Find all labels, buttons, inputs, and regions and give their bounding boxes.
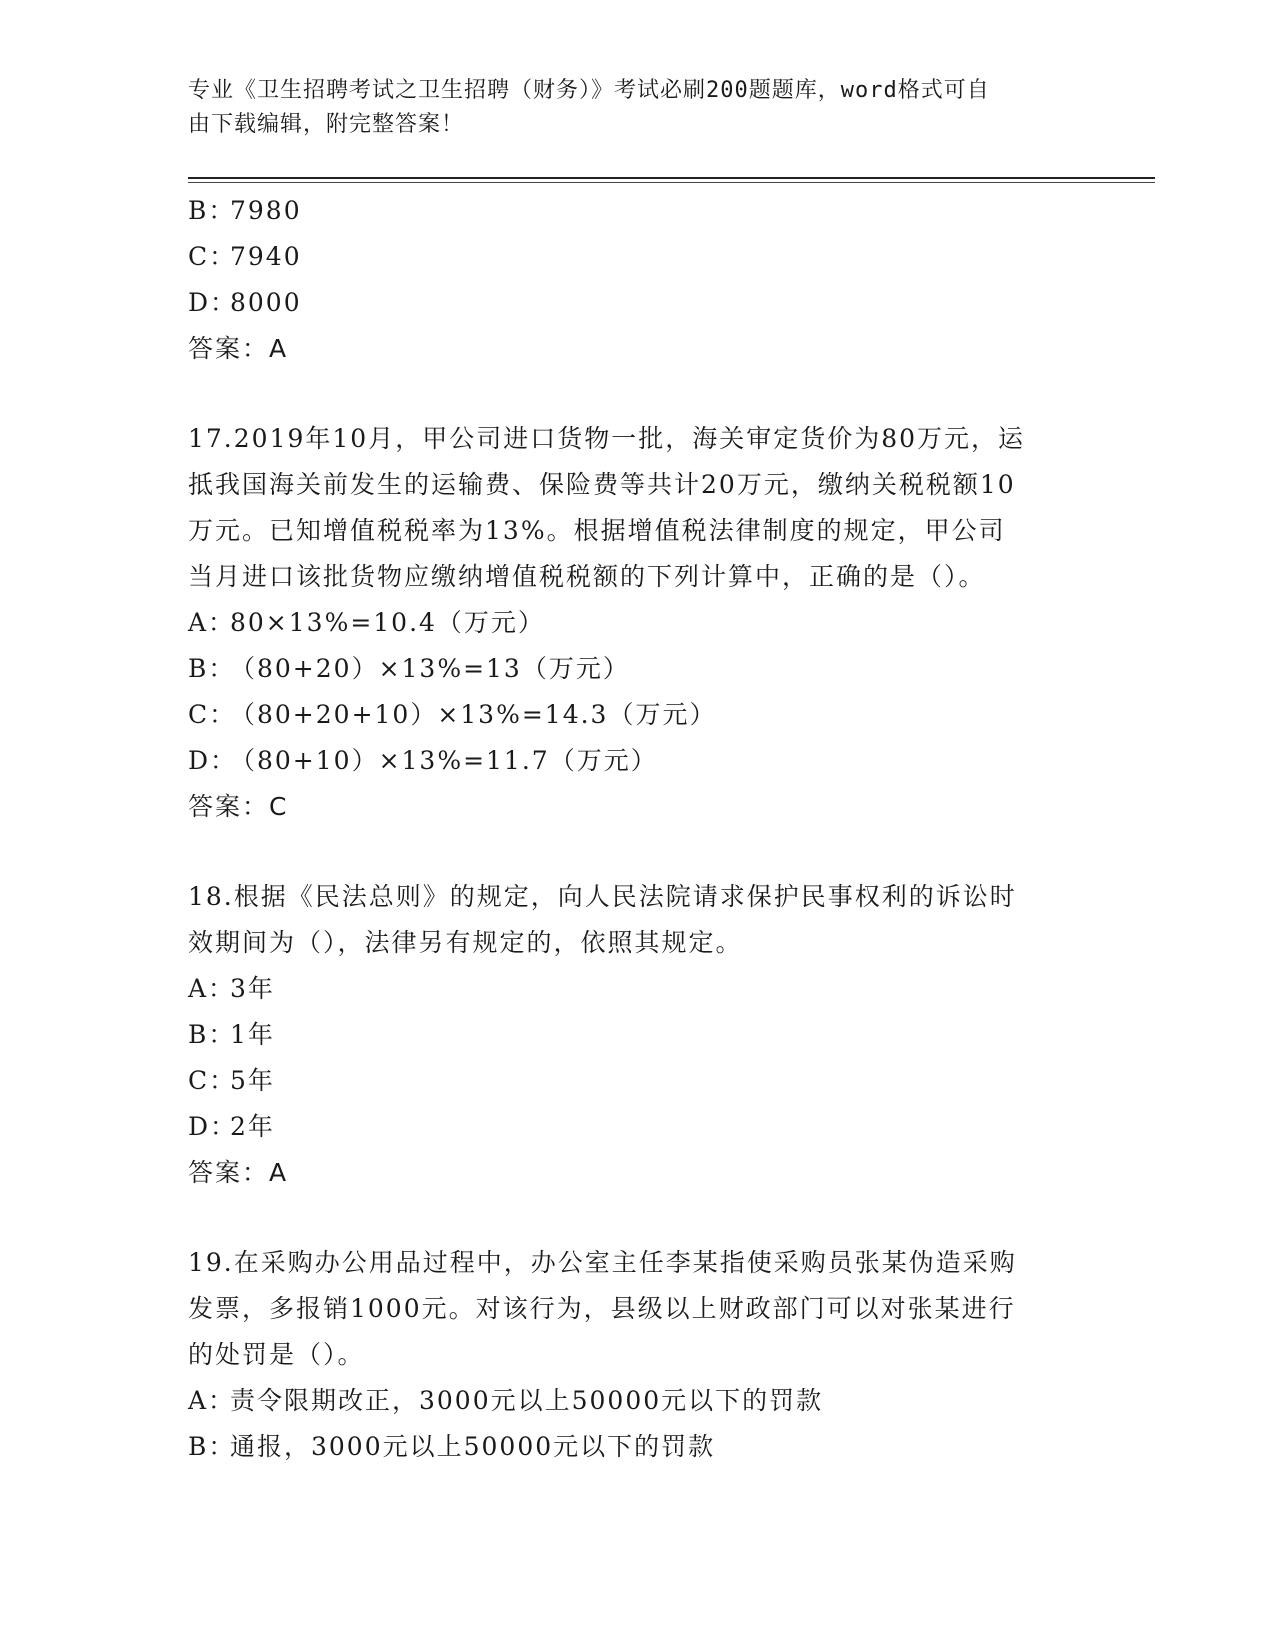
option-d: D：2年 — [188, 1112, 275, 1141]
question-17 — [188, 416, 1088, 830]
header-line-1: 专业《卫生招聘考试之卫生招聘（财务）》考试必刷200题题库，word格式可自 — [188, 78, 990, 103]
header-line-2: 由下载编辑，附完整答案！ — [188, 112, 465, 137]
option-b: B：1年 — [188, 1020, 275, 1049]
option-c: C：（80+20+10）×13%=14.3（万元） — [188, 700, 717, 729]
option-b: B：（80+20）×13%=13（万元） — [188, 654, 630, 683]
answer-line: 答案：A — [188, 1158, 289, 1187]
answer-line: 答案：C — [188, 792, 289, 821]
document-header — [188, 74, 1068, 142]
question-stem: 19.在采购办公用品过程中，办公室主任李某指使采购员张某伪造采购 发票，多报销1000元。对该行为，县级以上财政部门可以对张某进行 的处罚是（）。 — [188, 1248, 1017, 1369]
question-list — [188, 188, 1088, 1470]
option-a: A：责令限期改正，3000元以上50000元以下的罚款 — [188, 1386, 824, 1415]
option-d: D：（80+10）×13%=11.7（万元） — [188, 746, 658, 775]
question-16-continuation — [188, 188, 1088, 372]
option-d: D：8000 — [188, 288, 302, 317]
question-19 — [188, 1240, 1088, 1470]
header-divider-thin — [188, 182, 1155, 183]
option-b: B：7980 — [188, 196, 302, 225]
answer-line: 答案：A — [188, 334, 289, 363]
option-c: C：5年 — [188, 1066, 275, 1095]
question-stem: 18.根据《民法总则》的规定，向人民法院请求保护民事权利的诉讼时 效期间为（），法律另有规定的，依照其规定。 — [188, 882, 1017, 957]
option-a: A：80×13%=10.4（万元） — [188, 608, 545, 637]
question-stem: 17.2019年10月，甲公司进口货物一批，海关审定货价为80万元，运 抵我国海关前发生的运输费、保险费等共计20万元，缴纳关税税额10 万元。已知增值税税率为13%。根据增值税法律制度的规定，甲公司 当月进口该批货物应缴纳增值税税额的下列计算中，正确的是（）。 — [188, 424, 1026, 591]
option-b: B：通报，3000元以上50000元以下的罚款 — [188, 1432, 716, 1461]
header-divider — [188, 177, 1155, 179]
question-18 — [188, 874, 1088, 1196]
option-c: C：7940 — [188, 242, 302, 271]
option-a: A：3年 — [188, 974, 275, 1003]
